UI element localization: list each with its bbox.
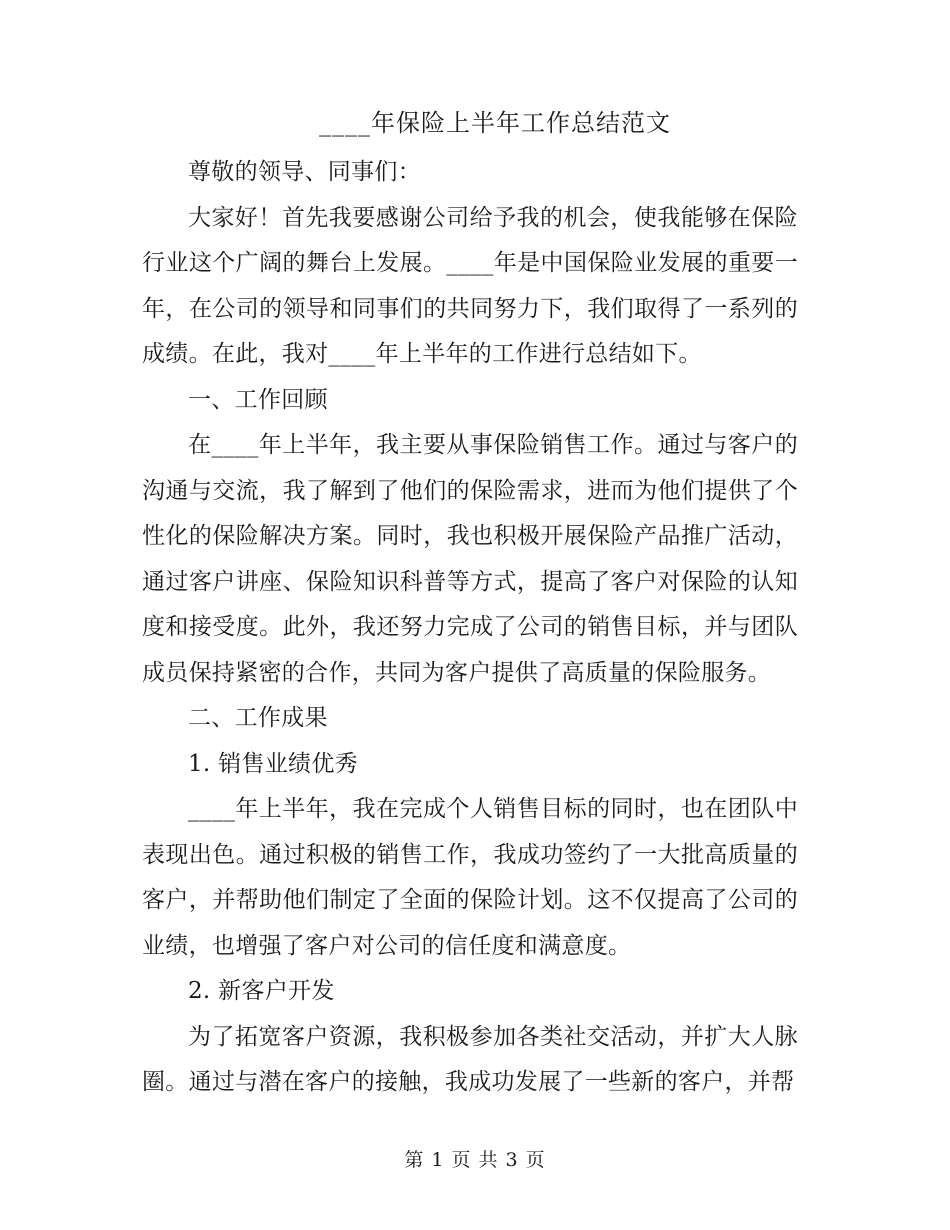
page-footer: 第 1 页 共 3 页 xyxy=(404,1149,546,1171)
new-clients-paragraph: 为了拓宽客户资源，我积极参加各类社交活动，并扩大人脉圈。通过与潜在客户的接触，我成功发展了一些新的客户，并帮 xyxy=(142,1023,798,1095)
document-body xyxy=(142,150,798,1106)
review-paragraph: 在____年上半年，我主要从事保险销售工作。通过与客户的沟通与交流，我了解到了他们的保险需求，进而为他们提供了个性化的保险解决方案。同时，我也积极开展保险产品推广活动，通过客户讲座、保险知识科普等方式，提高了客户对保险的认知度和接受度。此外，我还努力完成了公司的销售目标，并与团队成员保持紧密的合作，共同为客户提供了高质量的保险服务。 xyxy=(142,432,798,686)
section-heading-review: 一、工作回顾 xyxy=(188,386,328,413)
salutation: 尊敬的领导、同事们： xyxy=(188,159,421,185)
document-title: ____年保险上半年工作总结范文 xyxy=(319,109,671,137)
subheading-sales: 1. 销售业绩优秀 xyxy=(188,750,358,777)
section-heading-results: 二、工作成果 xyxy=(188,705,328,731)
sales-paragraph: ____年上半年，我在完成个人销售目标的同时，也在团队中表现出色。通过积极的销售工作，我成功签约了一大批高质量的客户，并帮助他们制定了全面的保险计划。这不仅提高了公司的业绩，也增强了客户对公司的信任度和满意度。 xyxy=(142,796,798,959)
intro-paragraph: 大家好！首先我要感谢公司给予我的机会，使我能够在保险行业这个广阔的舞台上发展。____年是中国保险业发展的重要一年，在公司的领导和同事们的共同努力下，我们取得了一系列的成绩。在此，我对____年上半年的工作进行总结如下。 xyxy=(142,204,798,367)
subheading-new-clients: 2. 新客户开发 xyxy=(188,978,335,1004)
